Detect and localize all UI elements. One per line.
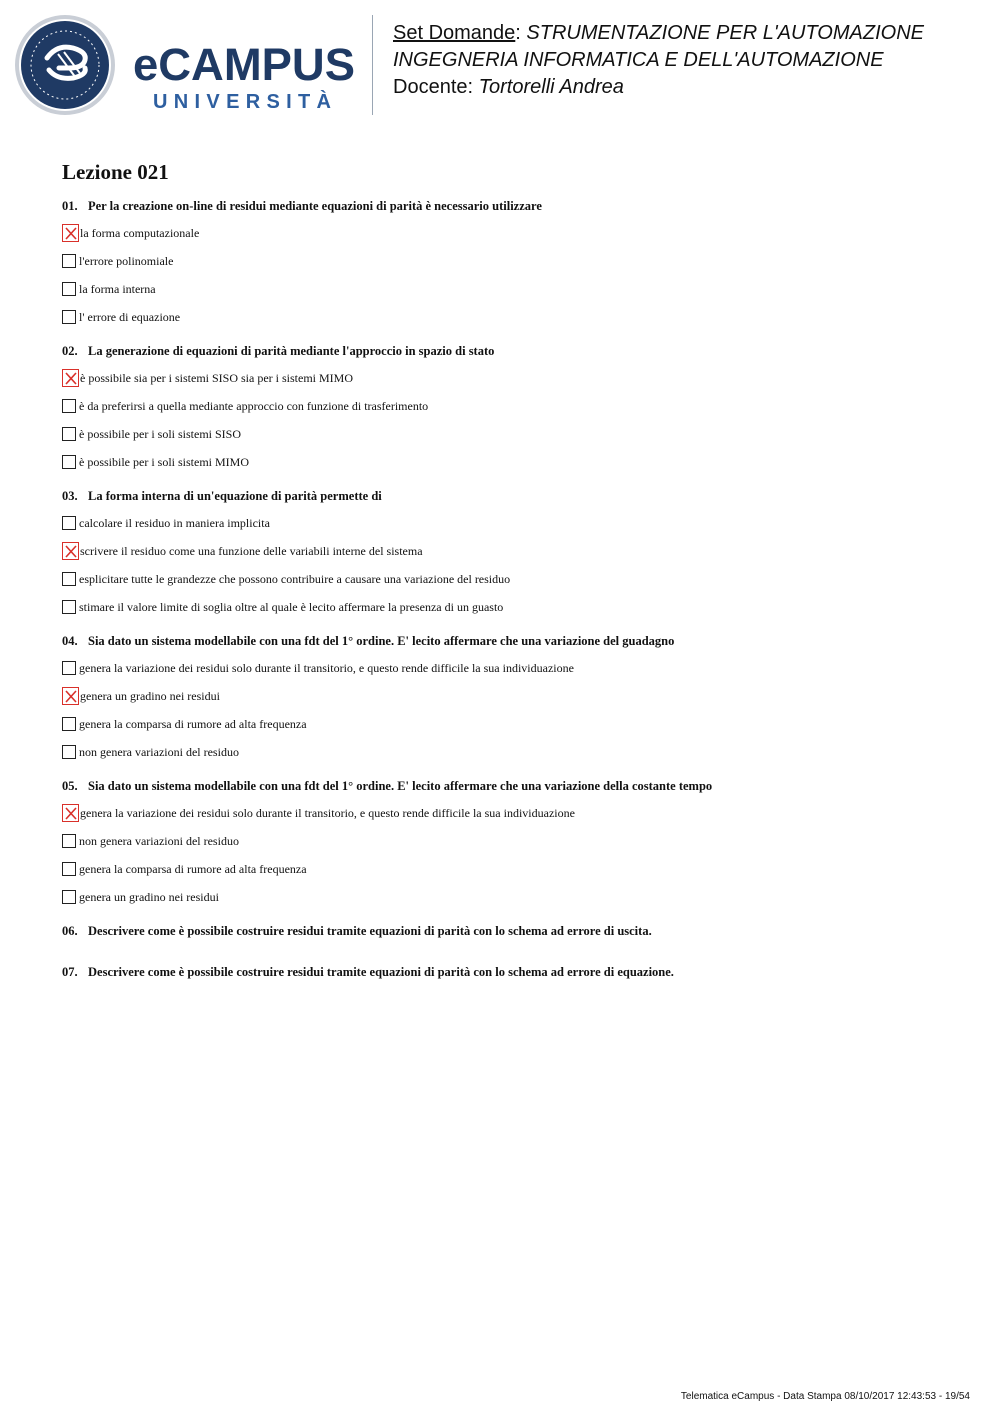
checkbox-icon[interactable] <box>62 282 76 296</box>
checkbox-icon[interactable] <box>62 310 76 324</box>
open-question <box>62 924 962 939</box>
checked-checkbox-icon[interactable] <box>62 542 79 560</box>
option-text: stimare il valore limite di soglia oltre al quale è lecito affermare la presenza di un guasto <box>79 599 504 614</box>
header-divider <box>372 15 373 115</box>
option-text: genera la variazione dei residui solo durante il transitorio, e questo rende difficile la sua individuazione <box>80 805 575 820</box>
option-text: la forma computazionale <box>80 225 200 240</box>
question-block <box>62 344 962 471</box>
answer-option[interactable] <box>62 659 962 677</box>
answer-option[interactable] <box>62 687 962 705</box>
checkbox-icon[interactable] <box>62 717 76 731</box>
teacher-label: Docente: <box>393 76 474 98</box>
ecampus-wordmark <box>133 36 358 116</box>
question-text: La forma interna di un'equazione di parità permette di <box>88 489 382 503</box>
answer-option[interactable] <box>62 860 962 878</box>
question-text: La generazione di equazioni di parità mediante l'approccio in spazio di stato <box>88 344 495 358</box>
set-colon: : <box>515 22 521 44</box>
question-title <box>62 779 962 794</box>
logo-text: eCAMPUS <box>133 39 355 90</box>
checked-checkbox-icon[interactable] <box>62 687 79 705</box>
page-footer: Telematica eCampus - Data Stampa 08/10/2017 12:43:53 - 19/54 <box>680 1391 970 1402</box>
checkbox-icon[interactable] <box>62 516 76 530</box>
question-block <box>62 199 962 326</box>
answer-option[interactable] <box>62 715 962 733</box>
checkbox-icon[interactable] <box>62 745 76 759</box>
option-list <box>62 514 962 616</box>
logo-subtext: UNIVERSITÀ <box>153 91 331 113</box>
question-number: 05. <box>62 779 78 793</box>
question-number: 04. <box>62 634 78 648</box>
checkbox-icon[interactable] <box>62 834 76 848</box>
checked-checkbox-icon[interactable] <box>62 224 79 242</box>
answer-option[interactable] <box>62 804 962 822</box>
checkbox-icon[interactable] <box>62 572 76 586</box>
option-text: genera un gradino nei residui <box>79 889 219 904</box>
open-question <box>62 965 962 980</box>
option-text: non genera variazioni del residuo <box>79 744 239 759</box>
option-text: la forma interna <box>79 281 156 296</box>
option-text: è possibile per i soli sistemi MIMO <box>79 454 249 469</box>
checkbox-icon[interactable] <box>62 862 76 876</box>
option-text: l'errore polinomiale <box>79 253 174 268</box>
question-block <box>62 634 962 761</box>
question-title <box>62 199 962 214</box>
set-label: Set Domande <box>393 22 516 44</box>
option-text: calcolare il residuo in maniera implicita <box>79 515 270 530</box>
checked-checkbox-icon[interactable] <box>62 804 79 822</box>
question-text: Sia dato un sistema modellabile con una fdt del 1° ordine. E' lecito affermare che una variazione del guadagno <box>88 634 675 648</box>
question-title <box>62 634 962 649</box>
answer-option[interactable] <box>62 280 962 298</box>
ecampus-seal-icon <box>14 14 116 116</box>
question-number: 06. <box>62 924 78 938</box>
answer-option[interactable] <box>62 397 962 415</box>
question-number: 07. <box>62 965 78 979</box>
checkbox-icon[interactable] <box>62 427 76 441</box>
option-list <box>62 659 962 761</box>
answer-option[interactable] <box>62 514 962 532</box>
answer-option[interactable] <box>62 224 962 242</box>
lesson-content <box>62 160 962 1006</box>
answer-option[interactable] <box>62 252 962 270</box>
question-text: Per la creazione on-line di residui mediante equazioni di parità è necessario utilizzare <box>88 199 542 213</box>
question-text: Descrivere come è possibile costruire residui tramite equazioni di parità con lo schema ad errore di uscita. <box>88 924 652 938</box>
answer-option[interactable] <box>62 598 962 616</box>
answer-option[interactable] <box>62 570 962 588</box>
question-title <box>62 924 962 939</box>
checkbox-icon[interactable] <box>62 661 76 675</box>
question-number: 02. <box>62 344 78 358</box>
option-list <box>62 804 962 906</box>
option-text: non genera variazioni del residuo <box>79 833 239 848</box>
option-text: genera un gradino nei residui <box>80 688 220 703</box>
checkbox-icon[interactable] <box>62 254 76 268</box>
option-list <box>62 369 962 471</box>
checkbox-icon[interactable] <box>62 455 76 469</box>
option-text: genera la variazione dei residui solo durante il transitorio, e questo rende difficile la sua individuazione <box>79 660 574 675</box>
checkbox-icon[interactable] <box>62 399 76 413</box>
question-block <box>62 489 962 616</box>
page-header <box>0 0 1000 130</box>
answer-option[interactable] <box>62 453 962 471</box>
question-list <box>62 199 962 906</box>
option-text: l' errore di equazione <box>79 309 181 324</box>
question-title <box>62 489 962 504</box>
answer-option[interactable] <box>62 743 962 761</box>
checkbox-icon[interactable] <box>62 600 76 614</box>
option-text: scrivere il residuo come una funzione delle variabili interne del sistema <box>80 543 423 558</box>
teacher-name: Tortorelli Andrea <box>478 76 624 98</box>
option-text: genera la comparsa di rumore ad alta frequenza <box>79 861 307 876</box>
option-text: esplicitare tutte le grandezze che possono contribuire a causare una variazione del residuo <box>79 571 511 586</box>
question-number: 03. <box>62 489 78 503</box>
answer-option[interactable] <box>62 308 962 326</box>
option-text: è possibile per i soli sistemi SISO <box>79 426 241 441</box>
question-title <box>62 965 962 980</box>
lesson-title: Lezione 021 <box>62 160 169 184</box>
option-list <box>62 224 962 326</box>
question-text: Sia dato un sistema modellabile con una fdt del 1° ordine. E' lecito affermare che una variazione della costante tempo <box>88 779 713 793</box>
question-title <box>62 344 962 359</box>
answer-option[interactable] <box>62 832 962 850</box>
answer-option[interactable] <box>62 369 962 387</box>
answer-option[interactable] <box>62 542 962 560</box>
header-info <box>393 20 924 101</box>
option-text: genera la comparsa di rumore ad alta frequenza <box>79 716 307 731</box>
question-number: 01. <box>62 199 78 213</box>
degree-name: INGEGNERIA INFORMATICA E DELL'AUTOMAZIONE <box>393 49 884 71</box>
teacher-line <box>393 74 924 101</box>
question-block <box>62 779 962 906</box>
answer-option[interactable] <box>62 425 962 443</box>
question-text: Descrivere come è possibile costruire residui tramite equazioni di parità con lo schema ad errore di equazione. <box>88 965 674 979</box>
course-title: STRUMENTAZIONE PER L'AUTOMAZIONE <box>526 22 924 44</box>
option-text: è da preferirsi a quella mediante approccio con funzione di trasferimento <box>79 398 429 413</box>
checked-checkbox-icon[interactable] <box>62 369 79 387</box>
checkbox-icon[interactable] <box>62 890 76 904</box>
option-text: è possibile sia per i sistemi SISO sia per i sistemi MIMO <box>80 370 353 385</box>
answer-option[interactable] <box>62 888 962 906</box>
open-question-list <box>62 924 962 980</box>
set-line <box>393 20 924 47</box>
